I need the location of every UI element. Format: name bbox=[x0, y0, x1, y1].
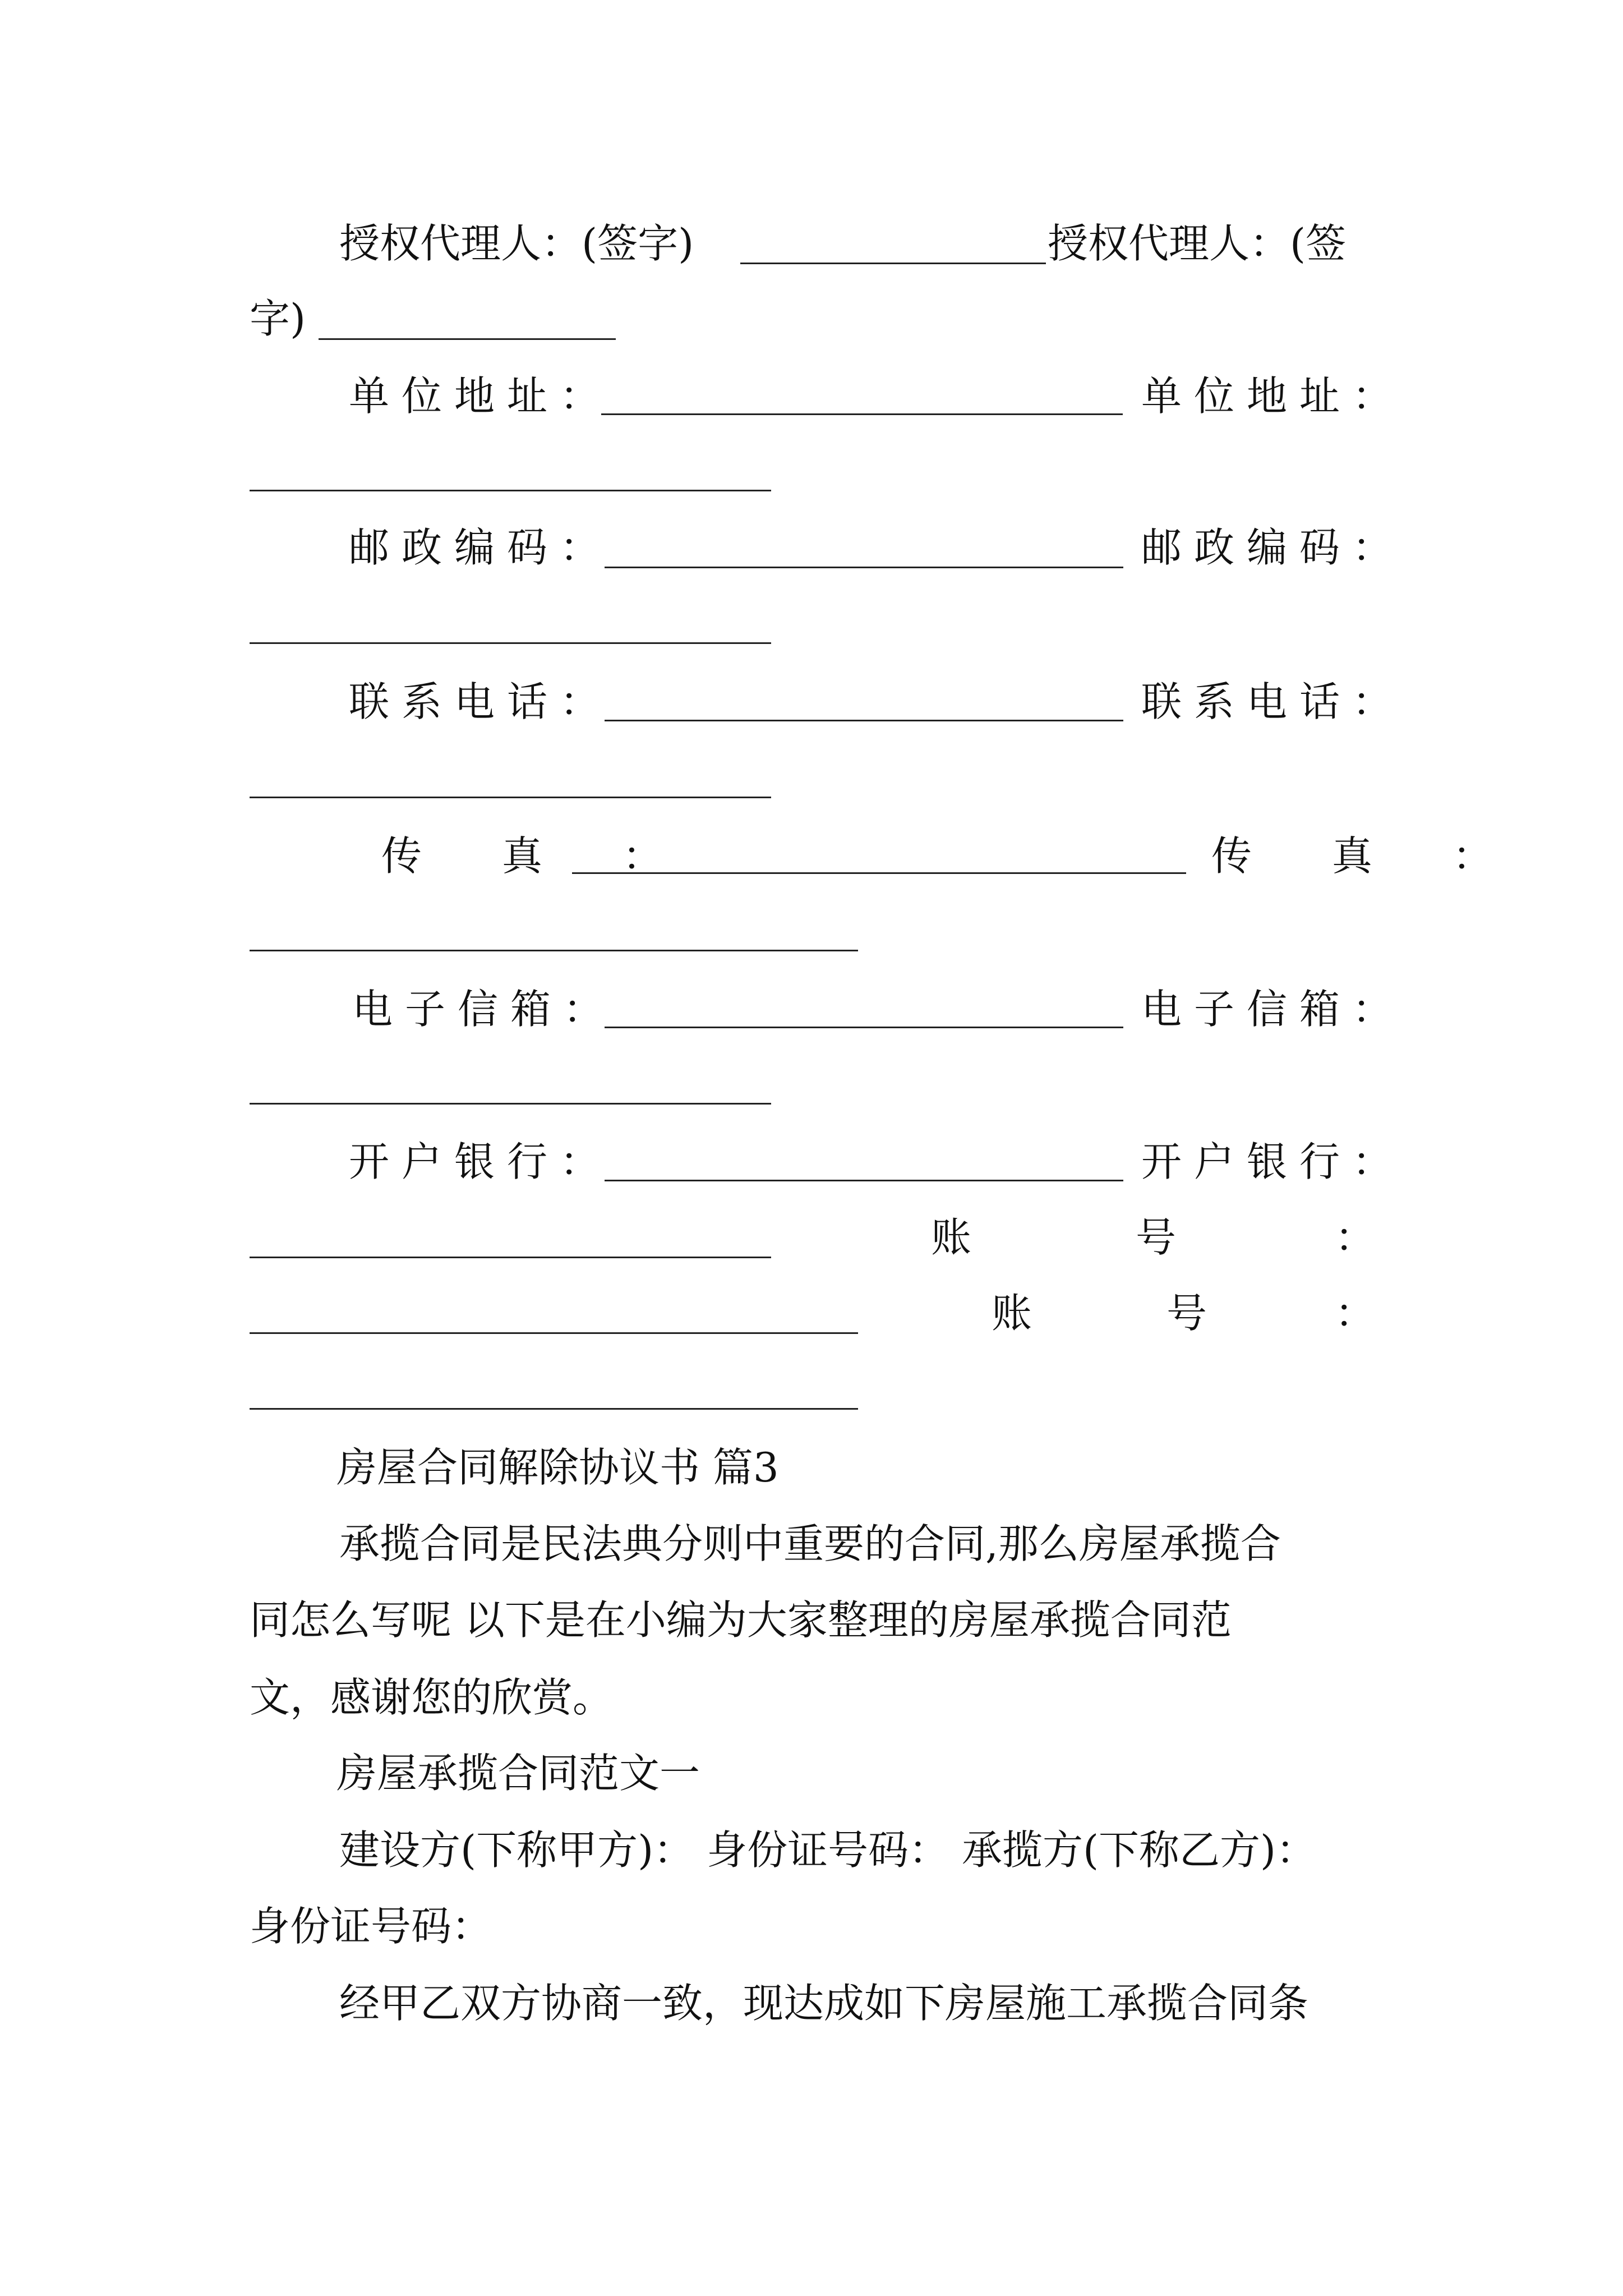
agent-label-left: 授权代理人：(签字) bbox=[339, 220, 694, 267]
phone-label-left: 联系电话： bbox=[349, 678, 613, 725]
phone-blank-right bbox=[250, 797, 771, 798]
account-label-right-char1: 账 bbox=[992, 1290, 1032, 1337]
fax-blank-left bbox=[572, 872, 1186, 874]
agent-label-right-wrap: 字) bbox=[250, 295, 306, 342]
account-blank-left bbox=[250, 1332, 858, 1334]
fax-label-left: 传 真 ： bbox=[381, 832, 697, 880]
fax-label-right: 传 真 ： bbox=[1211, 832, 1527, 880]
account-blank-right bbox=[250, 1408, 858, 1410]
address-blank-left bbox=[601, 413, 1123, 415]
agent-label-right: 授权代理人：(签 bbox=[1048, 220, 1347, 267]
parties-line-2: 身份证号码： bbox=[250, 1903, 492, 1950]
postcode-blank-left bbox=[605, 567, 1123, 568]
bank-label-right: 开户银行： bbox=[1141, 1138, 1405, 1185]
bank-blank-left bbox=[605, 1180, 1123, 1181]
email-label-right: 电子信箱： bbox=[1141, 986, 1405, 1033]
account-label-left-char2: 号 bbox=[1136, 1214, 1177, 1261]
email-label-left: 电子信箱： bbox=[352, 986, 616, 1033]
account-label-left-char1: 账 bbox=[931, 1214, 972, 1261]
postcode-blank-right bbox=[250, 642, 771, 644]
sample-title: 房屋承揽合同范文一 bbox=[336, 1750, 700, 1797]
phone-blank-left bbox=[605, 720, 1123, 721]
bank-blank-right bbox=[250, 1257, 771, 1258]
postcode-label-left: 邮政编码： bbox=[349, 524, 613, 571]
account-label-left-colon: ： bbox=[1335, 1214, 1376, 1261]
intro-line-2: 同怎么写呢 以下是在小编为大家整理的房屋承揽合同范 bbox=[250, 1596, 1232, 1644]
account-label-right-char2: 号 bbox=[1166, 1290, 1207, 1337]
intro-line-3: 文，感谢您的欣赏。 bbox=[250, 1674, 614, 1721]
agreement-line-1: 经甲乙双方协商一致，现达成如下房屋施工承揽合同条 bbox=[339, 1980, 1309, 2027]
postcode-label-right: 邮政编码： bbox=[1141, 524, 1405, 571]
agent-signature-blank-right bbox=[319, 338, 616, 340]
fax-blank-right bbox=[250, 950, 858, 951]
bank-label-left: 开户银行： bbox=[349, 1138, 613, 1185]
email-blank-left bbox=[605, 1027, 1123, 1028]
intro-line-1: 承揽合同是民法典分则中重要的合同,那么房屋承揽合 bbox=[339, 1520, 1281, 1567]
phone-label-right: 联系电话： bbox=[1141, 678, 1405, 725]
account-label-right-colon: ： bbox=[1335, 1290, 1376, 1337]
address-label-left: 单位地址： bbox=[349, 372, 613, 420]
address-label-right: 单位地址： bbox=[1141, 372, 1405, 420]
address-blank-right bbox=[250, 490, 771, 491]
parties-line-1: 建设方(下称甲方)： 身份证号码： 承揽方(下称乙方)： bbox=[339, 1826, 1317, 1874]
agent-signature-blank-left bbox=[740, 263, 1046, 264]
email-blank-right bbox=[250, 1103, 771, 1105]
section-heading: 房屋合同解除协议书 篇3 bbox=[336, 1444, 779, 1491]
